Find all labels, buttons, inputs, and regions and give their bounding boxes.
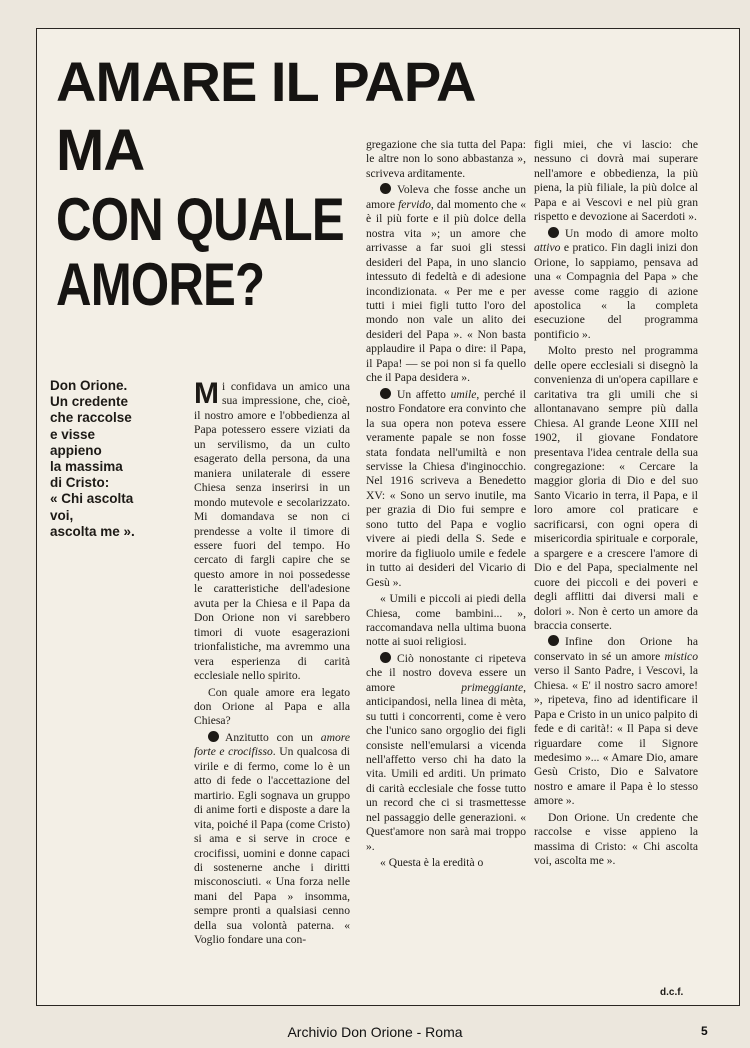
author-signature: d.c.f. — [660, 987, 684, 998]
emphasis-text: fervido — [398, 197, 431, 211]
sidebar-line: « Chi ascolta — [50, 491, 134, 507]
bullet-icon — [548, 227, 559, 238]
drop-cap: M — [194, 377, 219, 410]
sidebar-line: di Cristo: — [50, 475, 110, 491]
paragraph-text: , dal momento che « è il più forte e il più dolce della nostra vita »; un amore che arrivasse a far suoi gli stessi desideri del Papa, in uno slancio intessuto di fedeltà e di adesione incondizionata. « Per me e per tutti i miei figli tutto l'oro del mondo non vale un alito dei desideri del Papa ». « Non basta applaudire il Papa o dire: il Papa, il Papa! — se poi non si fa quello che il Papa desidera ». — [366, 197, 526, 385]
bullet-icon — [380, 652, 391, 663]
paragraph-text: Un modo di amore molto — [565, 226, 698, 240]
article-paragraph — [194, 377, 350, 684]
paragraph-text: , perché il nostro Fondatore era convinto che la sua opera non poteva essere veramente papale se non fosse stata fondata nell'umiltà e non servisse la Chiesa d'inginocchio. Nel 1916 scriveva a Benedetto XV: « Sono un servo inutile, ma per grazia di Dio fui sempre e sono tutto del Papa e voglio vivere ai piedi della S. Sede e morire da figliuolo umile e fedele in tutto ai desideri del Vicario di Gesù ». — [366, 387, 526, 589]
article-paragraph — [194, 731, 350, 948]
paragraph-text: Infine don Orione ha conservato in sé un amore — [534, 635, 698, 663]
paragraph-text: Anzitutto con un — [225, 730, 321, 744]
article-paragraph: gregazione che sia tutta del Papa: le altre non lo sono abbastanza », scriveva arditamente. — [366, 138, 526, 180]
paragraph-text: . Un qualcosa di virile e di fermo, come lo è un atto di fede o l'accettazione del martirio. Egli sognava un gruppo di anime forti e disposte a dare la vita, poiché il Papa (come Cristo) si ama e si serve in croce e crocifissi, uomini e donne capaci di sostenerne anche i diritti misconosciuti. « Una forza nelle mani del Papa » insomma, sempre pronti a qualsiasi cenno della sua volontà paterna. « Voglio fondare una con- — [194, 745, 351, 947]
article-paragraph: Molto presto nel programma delle opere ecclesiali si disegnò la convenienza di un'opera capillare e caritativa tra gli umili che si allontanavano sempre più dalla Chiesa. Al grande Leone XIII nel 1902, il giovane Fondatore presentava l'idea centrale della sua congregazione: « Cercare la maggior gloria di Dio e del suo Santo Vicario in terra, il Papa, e il loro amore col praticare e sacrificarsi, con ogni opera di misericordia spirituale e corporale, a spargere e a crescere l'amore di Dio e del Papa, specialmente nel cuore dei piccoli e dei poveri e degli afflitti dai diversi mali e dolori ». Non è certo un amore da braccia conserte. — [534, 344, 698, 632]
sidebar-line: Un credente — [50, 394, 129, 410]
emphasis-text: amore forte e crocifisso — [194, 730, 350, 759]
page-number: 5 — [701, 1024, 708, 1038]
article-paragraph — [366, 388, 526, 590]
sidebar-line: la massima — [50, 459, 123, 475]
sidebar-line: voi, — [50, 507, 74, 523]
article-paragraph — [534, 227, 698, 343]
article-paragraph: Don Orione. Un credente che raccolse e visse appieno la massima di Cristo: « Chi ascolta voi, ascolta me ». — [534, 810, 698, 868]
article-column-1 — [194, 377, 351, 948]
bullet-icon — [380, 388, 391, 399]
emphasis-text: umile — [450, 387, 477, 401]
sidebar-line: ascolta me ». — [50, 523, 135, 539]
emphasis-text: primeggiante — [461, 680, 524, 694]
paragraph-text: Ciò nonostante ci ripeteva che il nostro doveva essere un amore — [366, 651, 526, 694]
article-paragraph: « Umili e piccoli ai piedi della Chiesa, come bambini... », raccomandava nella ultima buona notte ai suoi religiosi. — [366, 592, 526, 649]
sidebar-line: e visse — [50, 426, 96, 442]
article-paragraph: figli miei, che vi lascio: che nessuno ci dovrà mai superare nell'amore e obbedienza, la più piena, la più filiale, la più dolce al Papa e ai Vescovi e nel più gran rispetto e devozione ai Sacerdoti ». — [534, 138, 698, 224]
sidebar-line: che raccolse — [50, 410, 132, 426]
article-paragraph — [534, 635, 698, 808]
paragraph-text: i confidava un amico una sua impressione, che, cioè, il nostro amore e l'obbedienza al Papa potessero essere viziati da un servilismo, da un culto esagerato della persona, da una maniera unilaterale di essere Chiesa senza inserirsi in un mondo mutevole e secolarizzato. Mi domandava se non ci prendesse a volte il timore di essere fuori del tempo. Ho cercato di fargli capire che se questo amore in noi possedesse le caratteristiche dell'adesione avuta per la Chiesa e il Papa da Don Orione non vi sarebbero timori di vuote esagerazioni trionfalistiche, ma avremmo una vera esperienza di carità ecclesiale nello spirito. — [194, 380, 350, 683]
sidebar-pull-quote — [50, 378, 190, 540]
article-paragraph: « Questa è la eredità o — [380, 856, 484, 870]
paragraph-text: Un affetto — [397, 387, 451, 401]
article-column-3 — [534, 138, 698, 869]
bullet-icon — [380, 183, 391, 194]
sidebar-line: Don Orione. — [50, 378, 128, 393]
headline-line-1: AMARE IL PAPA — [56, 50, 476, 113]
paragraph-text: , anticipandosi, nella linea di mèta, su tutti i concorrenti, come è vero che l'unico sano orgoglio dei figli consiste nell'emularsi a vicenda nell'affetto verso chi ha dato la vita. Umili ed arditi. Un primato di carità ecclesiale che fosse tutto un record che ci si trasmettesse nel passaggio delle generazioni. « Quest'amore non sarà mai troppo ». — [366, 680, 526, 853]
paragraph-text: verso il Santo Padre, i Vescovi, la Chiesa. « E' il nostro sacro amore! », ripeteva, fino ad identificare il Papa e Cristo in un unico palpito di fede e di carità!: « Il Papa si deve riguardare come il Signore medesimo »... « Amare Dio, amare Gesù Cristo, Dio e Salvatore nostro e amare il Papa è lo stesso amore ». — [534, 664, 698, 808]
paragraph-text: Voleva che fosse anche un amore — [366, 183, 526, 211]
sidebar-line: appieno — [50, 442, 102, 458]
paragraph-text: e pratico. Fin dagli inizi don Orione, lo sappiamo, pensava ad una « Compagnia del Papa » che avesse come raggio di azione apostolica « la completa esecuzione del programma pontificio ». — [534, 241, 698, 341]
emphasis-text: attivo — [534, 241, 561, 255]
headline-line-3: CON QUALE — [56, 186, 344, 253]
bullet-icon — [208, 731, 219, 742]
article-column-2 — [366, 138, 526, 871]
headline-line-2: MA — [56, 118, 145, 183]
article-paragraph — [366, 183, 526, 385]
article-paragraph: Con quale amore era legato don Orione al Papa e alla Chiesa? — [194, 685, 350, 728]
archive-footer: Archivio Don Orione - Roma — [287, 1024, 463, 1040]
article-paragraph — [366, 652, 526, 854]
headline-line-4: AMORE? — [56, 251, 265, 318]
emphasis-text: mistico — [664, 649, 698, 663]
bullet-icon — [548, 635, 559, 646]
